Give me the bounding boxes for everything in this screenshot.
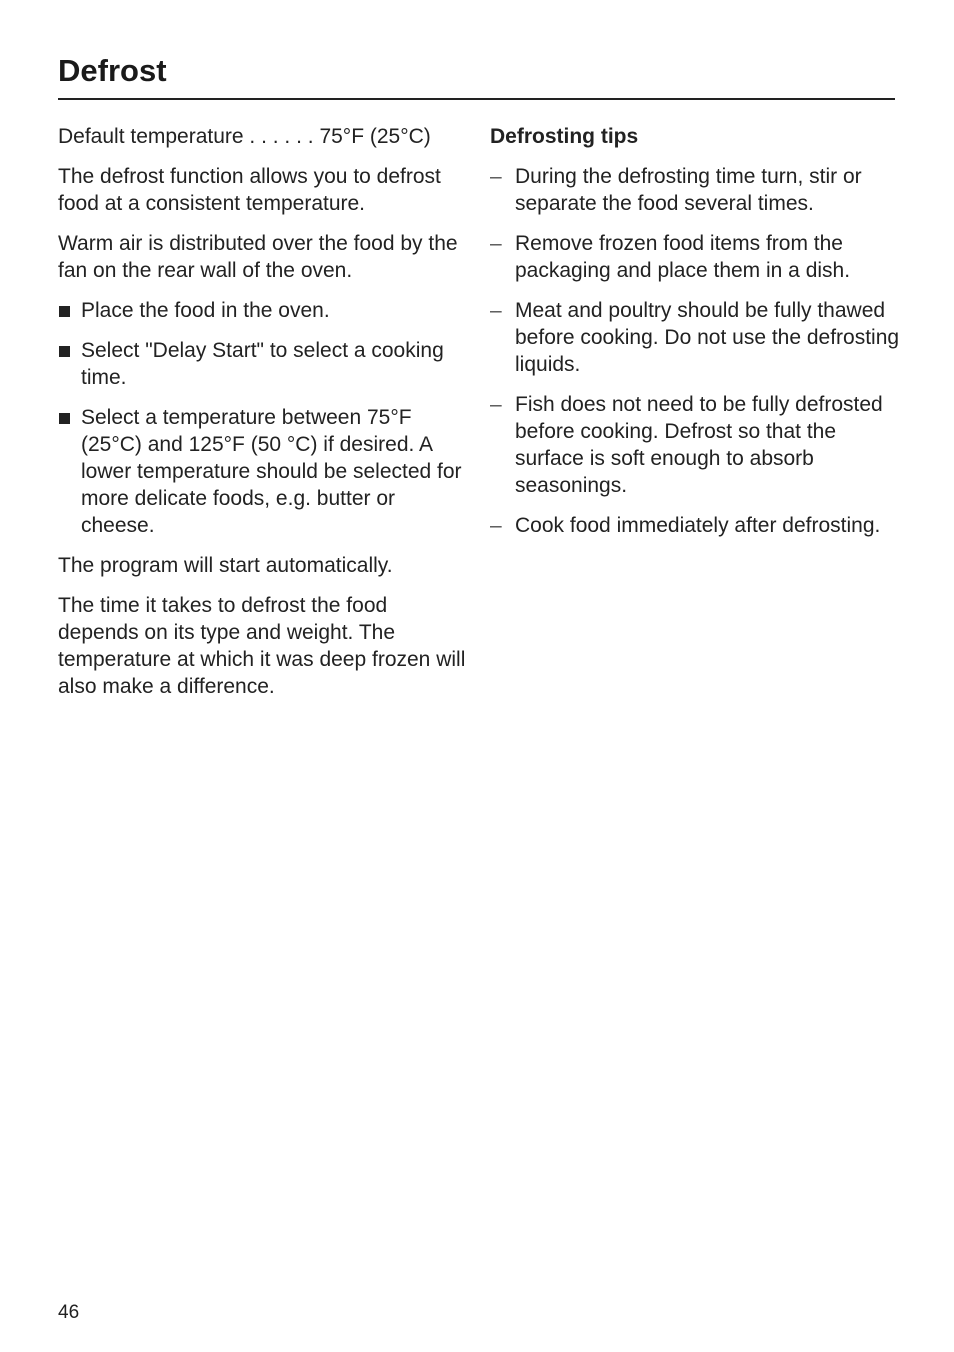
intro-paragraph: Warm air is distributed over the food by the fan on the rear wall of the oven. <box>58 232 458 282</box>
step-item <box>58 337 470 391</box>
dash-bullet-icon: – <box>490 514 502 537</box>
tips-heading: Defrosting tips <box>490 125 639 148</box>
tip-item <box>490 512 900 539</box>
tip-item <box>490 163 900 217</box>
square-bullet-icon <box>59 306 70 317</box>
tip-item <box>490 297 900 378</box>
step-text: Place the food in the oven. <box>81 299 330 322</box>
dash-bullet-icon: – <box>490 393 502 416</box>
step-item <box>58 297 470 324</box>
title-divider <box>58 98 895 100</box>
tip-text: Fish does not need to be fully defrosted before cooking. Defrost so that the surface is soft enough to absorb seasonings. <box>515 393 883 497</box>
outro-paragraph: The time it takes to defrost the food depends on its type and weight. The temperature at which it was deep frozen will also make a difference. <box>58 594 466 698</box>
page-number: 46 <box>58 1302 80 1323</box>
tip-item <box>490 391 900 499</box>
step-text: Select a temperature between 75°F (25°C) and 125°F (50 °C) if desired. A lower temperature should be selected for more delicate foods, e.g. butter or cheese. <box>81 406 462 537</box>
intro-paragraph: The defrost function allows you to defrost food at a consistent temperature. <box>58 165 441 215</box>
step-text: Select "Delay Start" to select a cooking time. <box>81 339 444 389</box>
page-title: Defrost <box>58 53 167 88</box>
square-bullet-icon <box>59 413 70 424</box>
left-column <box>58 123 470 713</box>
step-item <box>58 404 470 539</box>
tips-list <box>490 163 900 539</box>
default-temperature-line: Default temperature . . . . . . 75°F (25°C) <box>58 125 431 148</box>
tip-text: Remove frozen food items from the packaging and place them in a dish. <box>515 232 851 282</box>
dash-bullet-icon: – <box>490 165 502 188</box>
outro-paragraph: The program will start automatically. <box>58 554 393 577</box>
tip-text: Cook food immediately after defrosting. <box>515 514 881 537</box>
dash-bullet-icon: – <box>490 299 502 322</box>
square-bullet-icon <box>59 346 70 357</box>
tip-item <box>490 230 900 284</box>
steps-list <box>58 297 470 539</box>
right-column <box>490 123 900 552</box>
tip-text: Meat and poultry should be fully thawed before cooking. Do not use the defrosting liquids. <box>515 299 900 376</box>
dash-bullet-icon: – <box>490 232 502 255</box>
tip-text: During the defrosting time turn, stir or separate the food several times. <box>515 165 862 215</box>
